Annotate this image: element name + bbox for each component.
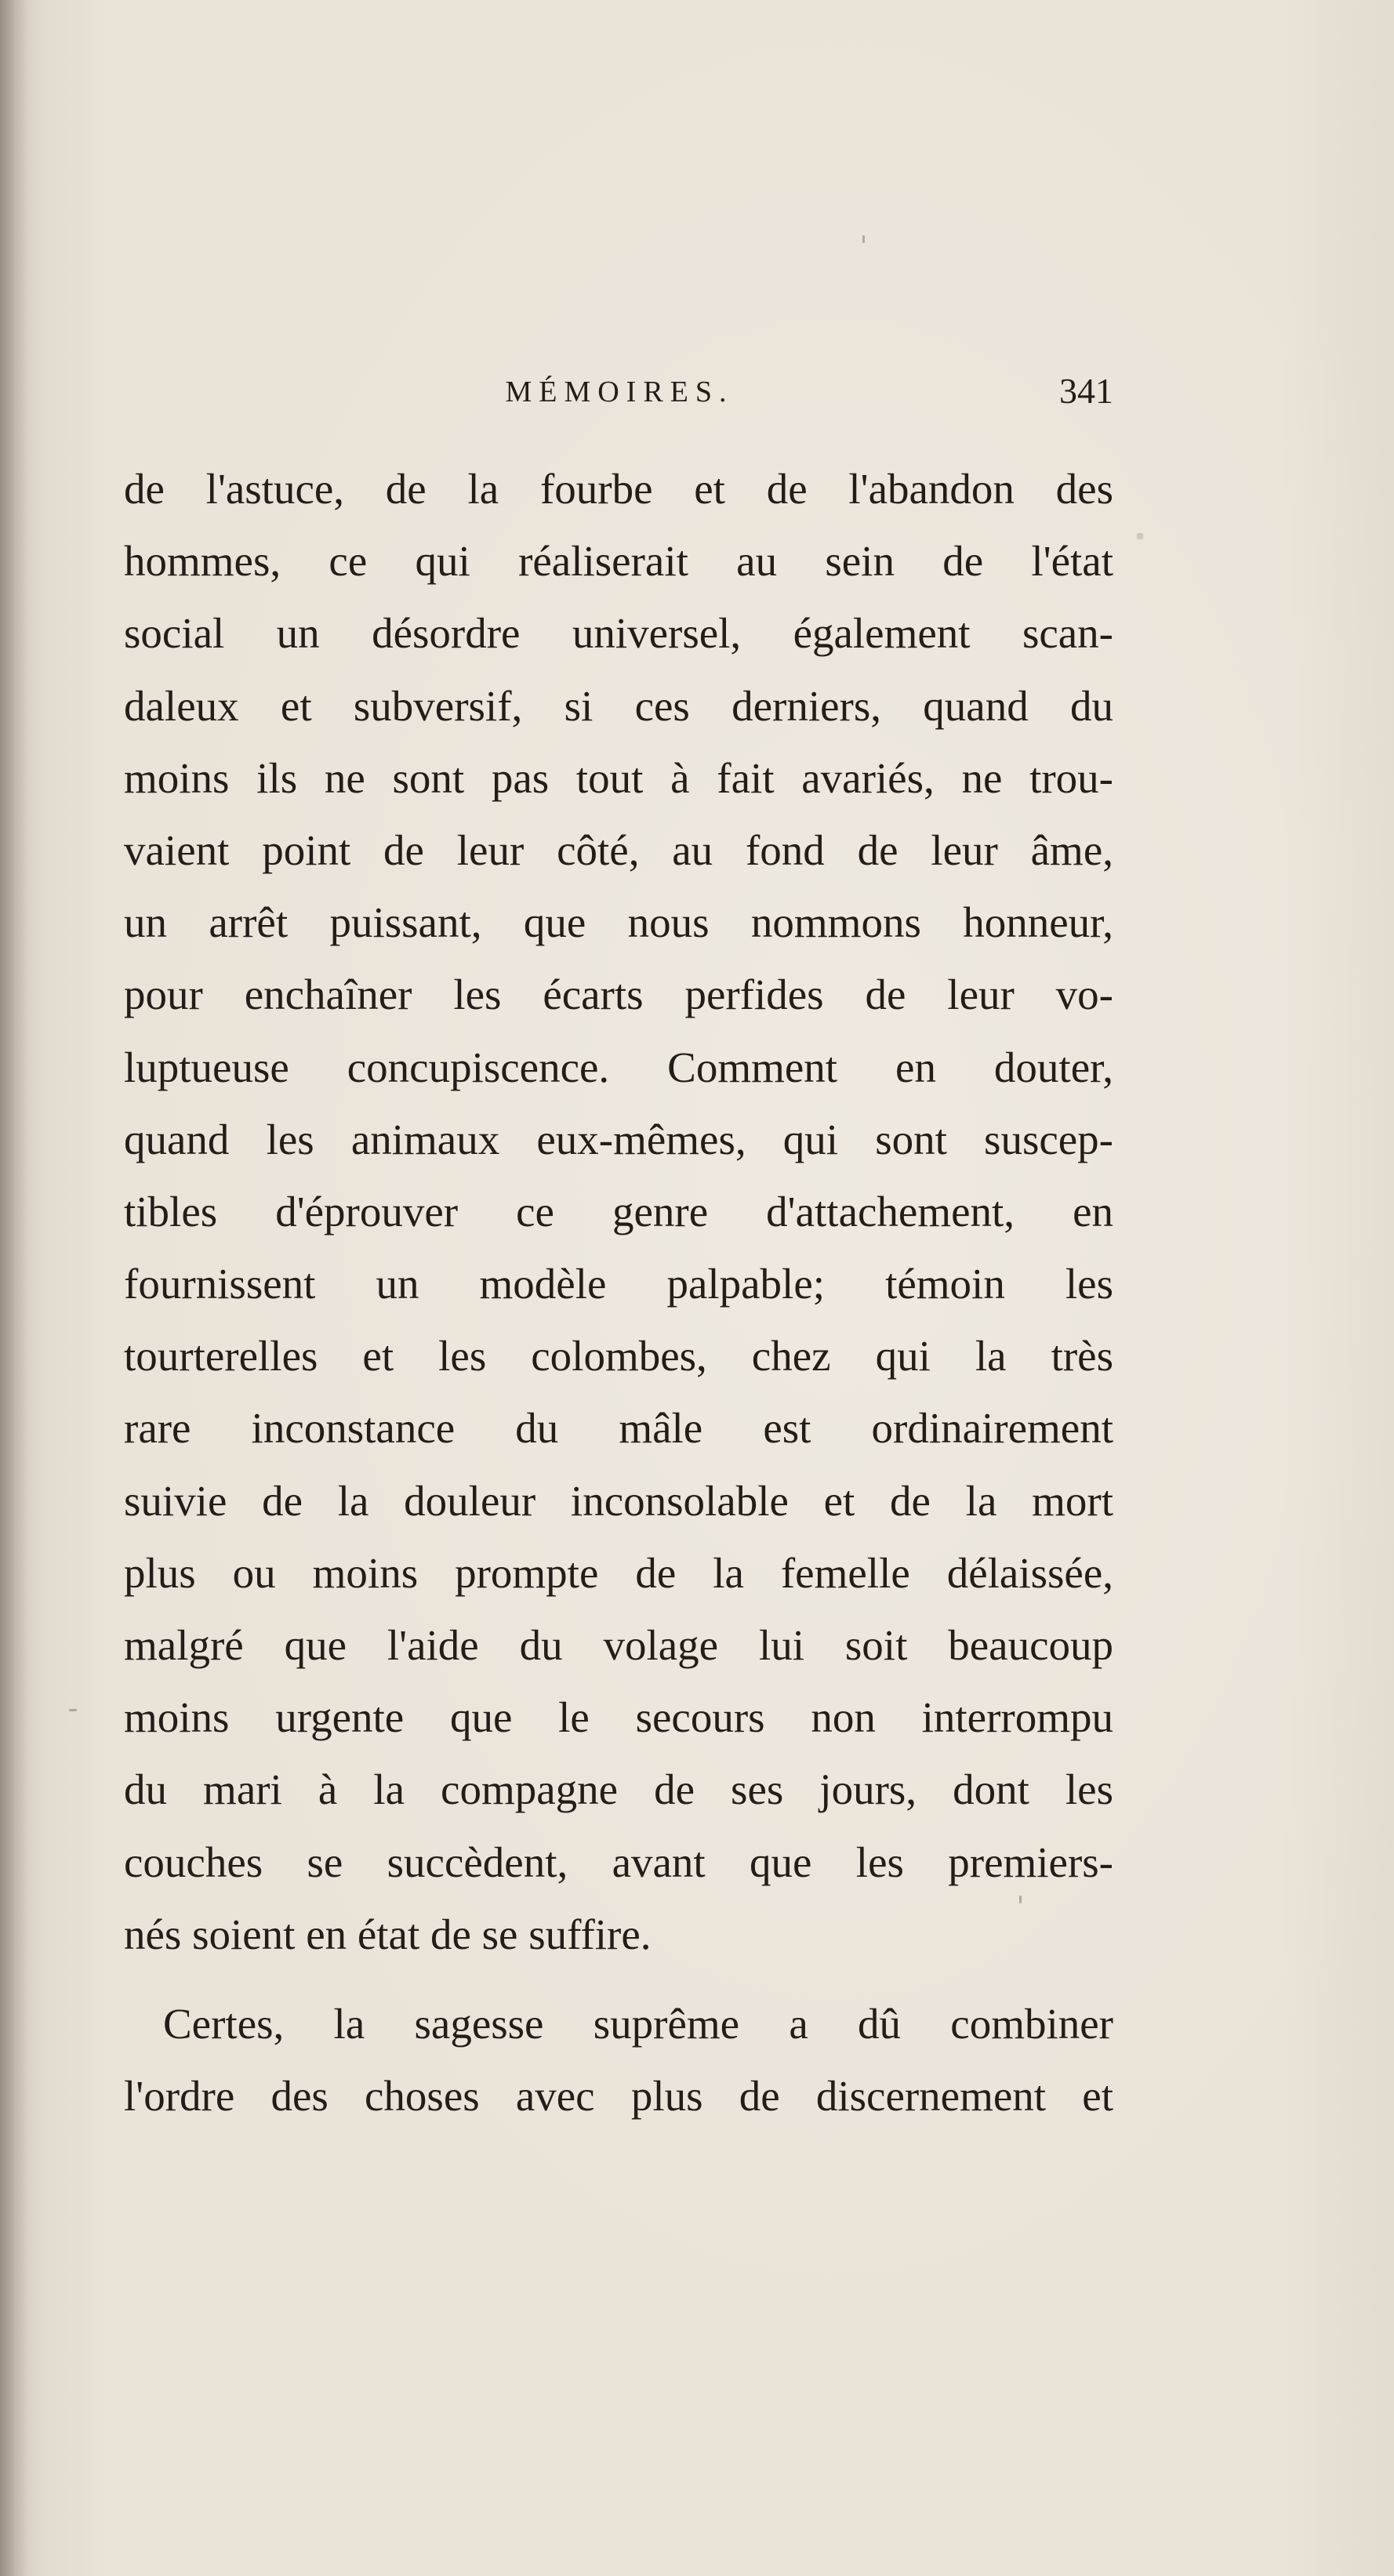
running-title: MÉMOIRES. [505,376,734,408]
text-line: plus ou moins prompte de la femelle délaissée, [124,1548,1113,1597]
text-line: du mari à la compagne de ses jours, dont les [124,1765,1113,1814]
text-line: couches se succèdent, avant que les premiers- [124,1838,1113,1886]
text-line: malgré que l'aide du volage lui soit beaucoup [124,1621,1113,1669]
text-line: daleux et subversif, si ces derniers, quand du [124,681,1113,730]
text-line: Certes, la sagesse suprême a dû combiner [163,1999,1113,2048]
text-line: suivie de la douleur inconsolable et de la mort [124,1476,1113,1525]
paragraph-spacing [124,1971,1113,1988]
text-line: moins ils ne sont pas tout à fait avariés, ne trou- [124,753,1113,802]
paper-speck [862,235,865,243]
paper-speck [1137,533,1143,539]
running-header [125,368,1113,423]
paper-speck [69,1709,77,1711]
text-line: tourterelles et les colombes, chez qui la très [124,1332,1113,1381]
text-line: luptueuse concupiscence. Comment en douter, [124,1043,1113,1091]
text-line: rare inconstance du mâle est ordinairement [124,1404,1113,1453]
text-line: tibles d'éprouver ce genre d'attachement, en [124,1187,1113,1235]
page-number: 341 [1059,371,1113,411]
text-line: hommes, ce qui réaliserait au sein de l'état [124,537,1113,586]
text-line: quand les animaux eux-mêmes, qui sont suscep- [124,1115,1113,1163]
text-line: l'ordre des choses avec plus de discernement et [124,2072,1113,2121]
text-line: social un désordre universel, également scan- [124,609,1113,658]
text-line: vaient point de leur côté, au fond de leur âme, [124,825,1113,874]
text-line: moins urgente que le secours non interrompu [124,1693,1113,1742]
text-line: fournissent un modèle palpable; témoin les [124,1260,1113,1308]
text-line: pour enchaîner les écarts perfides de leur vo- [124,971,1113,1019]
paragraph [124,453,1113,1971]
text-line: nés soient en état de se suffire. [124,1910,652,1958]
page-gutter-shadow [0,0,28,2576]
text-line: un arrêt puissant, que nous nommons honneur, [124,898,1113,947]
body-text [124,453,1113,2132]
paragraph [124,1988,1113,2132]
text-line: de l'astuce, de la fourbe et de l'abandon des [124,465,1113,513]
